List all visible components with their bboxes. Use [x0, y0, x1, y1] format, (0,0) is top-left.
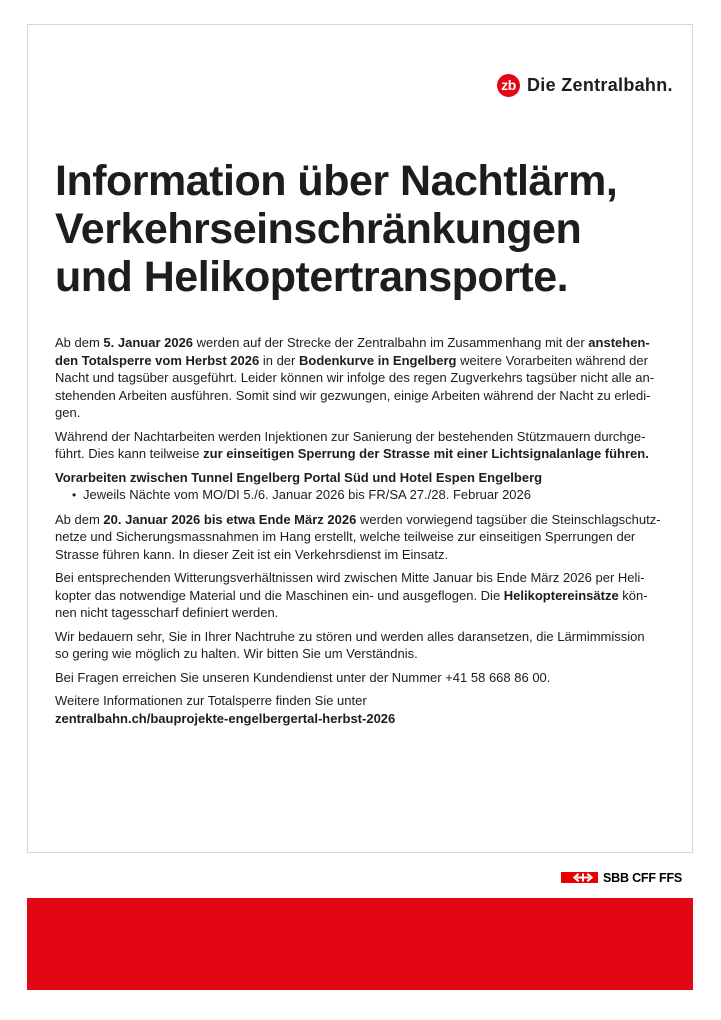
text-line: [55, 352, 685, 370]
text-line: [55, 428, 685, 446]
sbb-wordmark: SBB CFF FFS: [603, 870, 683, 885]
paragraph: [55, 428, 685, 463]
sbb-icon: [561, 872, 598, 883]
website-link[interactable]: zentralbahn.ch/bauprojekte-engelbergertal-herbst-2026: [55, 710, 396, 726]
footer-red-band: [27, 898, 693, 990]
text-run: so gering wie möglich zu halten. Wir bitten Sie um Verständnis.: [55, 646, 418, 661]
text-run: Bei entsprechenden Witterungsverhältnissen wird zwischen Mitte Januar bis Ende März 2026 per Heli-: [55, 570, 645, 585]
sbb-logo: [561, 871, 682, 884]
text-line: [55, 369, 685, 387]
text-line: [55, 404, 685, 422]
text-run: kopter das notwendige Material und die Maschinen ein- und ausgeflogen. Die: [55, 587, 504, 603]
zentralbahn-logo-icon: zb: [497, 74, 520, 97]
text-run: werden auf der Strecke der Zentralbahn im Zusammenhang mit der: [193, 335, 589, 350]
text-run: weitere Vorarbeiten während der: [456, 352, 648, 368]
text-run: netze und Sicherungsmassnahmen im Hang erstellt, welche teilweise zur einseitigen Sperrungen der: [55, 529, 636, 544]
text-line: [55, 604, 685, 622]
text-run: werden vorwiegend tagsüber die Steinschlagschutz-: [356, 511, 661, 527]
text-line: [55, 469, 685, 487]
text-line: [55, 334, 685, 352]
paragraph: [55, 669, 685, 687]
page-title-line-2: Verkehrseinschränkungen: [55, 205, 582, 253]
text-run: Strasse führen kann. In dieser Zeit ist ein Verkehrsdienst im Einsatz.: [55, 546, 449, 562]
text-run: Ab dem: [55, 335, 104, 350]
flyer-page: [27, 24, 693, 853]
page-title-line-1: Information über Nachtlärm,: [55, 157, 618, 205]
zentralbahn-logo: [497, 73, 673, 97]
text-run: Bei Fragen erreichen Sie unseren Kundendienst unter der Nummer +41 58 668 86 00.: [55, 669, 551, 685]
text-run: in der: [259, 352, 299, 368]
text-line: [55, 669, 685, 687]
paragraph: [55, 569, 685, 622]
text-run: zur einseitigen Sperrung der Strasse mit einer Lichtsignalanlage führen.: [203, 446, 649, 461]
text-run: nen nicht tagesscharf definiert werden.: [55, 605, 279, 620]
text-line: [55, 569, 685, 587]
body-text: [55, 334, 685, 727]
text-run: 20. Januar 2026 bis etwa Ende März 2026: [103, 511, 357, 527]
text-run: Helikoptereinsätze: [503, 587, 619, 603]
bullet-icon: •: [72, 488, 77, 502]
text-run: Jeweils Nächte vom MO/DI 5./6. Januar 2026 bis FR/SA 27./28. Februar 2026: [83, 487, 531, 502]
text-run: anstehen-: [588, 335, 650, 350]
text-line: [55, 628, 685, 646]
text-run: Vorarbeiten zwischen Tunnel Engelberg Portal Süd und Hotel Espen Engelberg: [55, 469, 543, 485]
bullet-list-item: [55, 486, 685, 505]
paragraph: [55, 334, 685, 422]
text-line: [55, 528, 685, 546]
text-run: stehenden Arbeiten ausführen. Somit sind wir gezwungen, einige Arbeiten während der Nacht zu erledi-: [55, 387, 651, 403]
text-line: [55, 710, 685, 728]
text-run: führt. Dies kann teilweise: [55, 446, 204, 461]
text-line: [55, 387, 685, 405]
text-line: [55, 511, 685, 529]
text-run: Ab dem: [55, 511, 104, 527]
text-run: Bodenkurve in Engelberg: [298, 352, 457, 368]
text-run: kön-: [618, 587, 648, 603]
page-title: [55, 157, 617, 301]
text-run: Wir bedauern sehr, Sie in Ihrer Nachtruhe zu stören und werden alles daransetzen, die Lärmimmission: [55, 628, 645, 644]
paragraph: [55, 511, 685, 564]
text-run: Nacht und tagsüber ausgeführt. Leider können wir infolge des regen Zugverkehrs tagsüber nicht alle an-: [55, 370, 655, 385]
text-line: [55, 692, 685, 710]
text-line: [55, 645, 685, 663]
zentralbahn-wordmark: Die Zentralbahn.: [527, 74, 673, 95]
text-run: Weitere Informationen zur Totalsperre finden Sie unter: [55, 693, 367, 708]
text-line: [55, 587, 685, 605]
text-line: [55, 546, 685, 564]
text-run: den Totalsperre vom Herbst 2026: [55, 352, 260, 368]
paragraph: [55, 628, 685, 663]
paragraph: [55, 469, 685, 505]
text-run: 5. Januar 2026: [103, 335, 194, 350]
text-run: Während der Nachtarbeiten werden Injektionen zur Sanierung der bestehenden Stützmauern durchge-: [55, 428, 646, 444]
paragraph: [55, 692, 685, 727]
text-run: gen.: [55, 405, 81, 420]
text-line: [55, 445, 685, 463]
page-title-line-3: und Helikoptertransporte.: [55, 253, 569, 301]
